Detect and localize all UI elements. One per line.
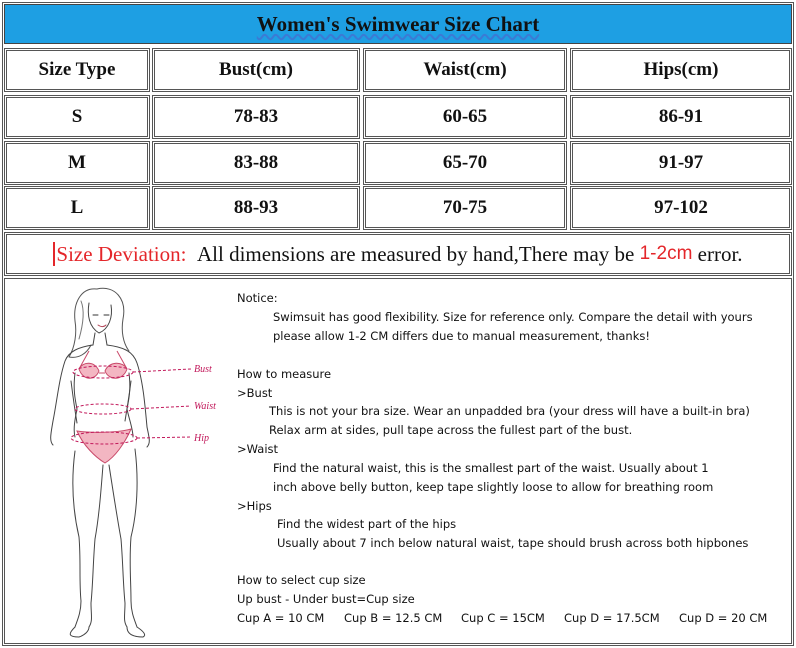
text-cursor bbox=[53, 242, 55, 266]
deviation-label: Size Deviation: bbox=[56, 241, 187, 266]
hips-heading: >Hips bbox=[237, 499, 272, 513]
cell-bust-m: 83-88 bbox=[152, 141, 360, 185]
cup-d: Cup D = 17.5CM bbox=[564, 611, 660, 625]
cup-c: Cup C = 15CM bbox=[461, 611, 545, 625]
bust-line-2: Relax arm at sides, pull tape across the fullest part of the bust. bbox=[269, 423, 633, 437]
cup-b: Cup B = 12.5 CM bbox=[344, 611, 443, 625]
size-deviation-note bbox=[4, 232, 792, 276]
cell-hips-m: 91-97 bbox=[570, 141, 792, 185]
header-hips: Hips(cm) bbox=[570, 48, 792, 92]
deviation-suffix: error. bbox=[697, 241, 743, 266]
cell-waist-l: 70-75 bbox=[363, 186, 567, 230]
cell-hips-l: 97-102 bbox=[570, 186, 792, 230]
deviation-text: All dimensions are measured by hand,There may be bbox=[196, 241, 635, 266]
notice-line-1: Swimsuit has good flexibility. Size for reference only. Compare the detail with yours bbox=[273, 310, 753, 324]
cell-hips-s: 86-91 bbox=[570, 95, 792, 139]
cell-size-s: S bbox=[4, 95, 150, 139]
cup-d-2: Cup D = 20 CM bbox=[679, 611, 768, 625]
deviation-range: 1-2cm bbox=[639, 243, 693, 264]
body-measurement-illustration bbox=[19, 281, 229, 641]
waist-heading: >Waist bbox=[237, 442, 279, 456]
how-to-measure-heading: How to measure bbox=[237, 367, 332, 381]
cell-waist-m: 65-70 bbox=[363, 141, 567, 185]
chart-title: Women's Swimwear Size Chart bbox=[256, 11, 540, 36]
cell-bust-l: 88-93 bbox=[152, 186, 360, 230]
notice-line-2: please allow 1-2 CM differs due to manual measurement, thanks! bbox=[273, 329, 650, 343]
cell-waist-s: 60-65 bbox=[363, 95, 567, 139]
waist-line-2: inch above belly button, keep tape slightly loose to allow for breathing room bbox=[273, 480, 714, 494]
bust-line-1: This is not your bra size. Wear an unpadded bra (your dress will have a built-in bra) bbox=[269, 404, 750, 418]
bust-label: Bust bbox=[194, 364, 212, 375]
hips-line-2: Usually about 7 inch below natural waist, tape should brush across both hipbones bbox=[277, 536, 749, 550]
cell-size-m: M bbox=[4, 141, 150, 185]
cup-size-formula: Up bust - Under bust=Cup size bbox=[237, 592, 415, 606]
notice-heading: Notice: bbox=[237, 291, 278, 305]
measurement-guide-panel bbox=[4, 278, 792, 644]
cell-size-l: L bbox=[4, 186, 150, 230]
header-size-type: Size Type bbox=[4, 48, 150, 92]
hips-line-1: Find the widest part of the hips bbox=[277, 517, 457, 531]
cup-size-heading: How to select cup size bbox=[237, 573, 366, 587]
cell-bust-s: 78-83 bbox=[152, 95, 360, 139]
title-bar bbox=[4, 4, 792, 44]
cup-a: Cup A = 10 CM bbox=[237, 611, 325, 625]
waist-label: Waist bbox=[194, 401, 216, 412]
waist-line-1: Find the natural waist, this is the smallest part of the waist. Usually about 1 bbox=[273, 461, 709, 475]
header-bust: Bust(cm) bbox=[152, 48, 360, 92]
header-waist: Waist(cm) bbox=[363, 48, 567, 92]
bust-heading: >Bust bbox=[237, 386, 273, 400]
hip-label: Hip bbox=[194, 433, 209, 444]
